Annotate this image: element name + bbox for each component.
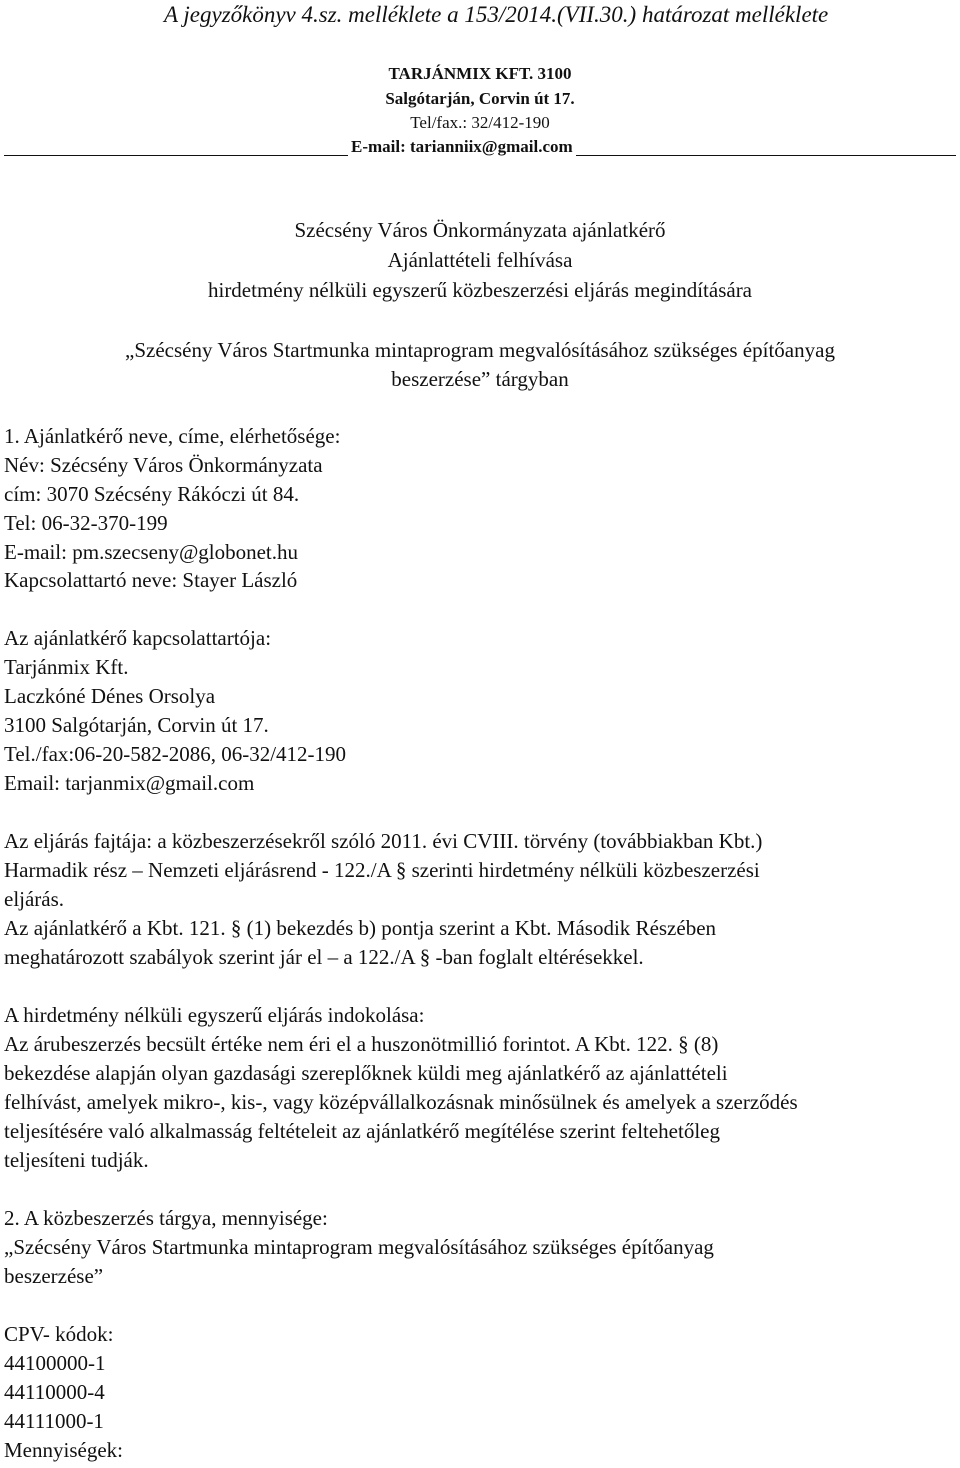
justification-line-1: Az árubeszerzés becsült értéke nem éri el a huszonötmillió forintot. A Kbt. 122. § (8): [4, 1032, 719, 1056]
requester-contact: Kapcsolattartó neve: Stayer László: [4, 568, 298, 592]
section-1-heading: 1. Ajánlatkérő neve, címe, elérhetősége:: [4, 424, 341, 448]
section-2-line-2: beszerzése”: [4, 1264, 104, 1288]
subject-line-2: beszerzése” tárgyban: [391, 367, 569, 391]
requester-tel: Tel: 06-32-370-199: [4, 511, 168, 535]
contact-company: Tarjánmix Kft.: [4, 655, 129, 679]
procedure-line-5: meghatározott szabályok szerint jár el – a 122./A § -ban foglalt eltérésekkel.: [4, 945, 644, 969]
justification-heading: A hirdetmény nélküli egyszerű eljárás indokolása:: [4, 1003, 425, 1027]
procedure-line-2: Harmadik rész – Nemzeti eljárásrend - 122./A § szerinti hirdetmény nélküli közbeszerzési: [4, 858, 760, 882]
contact-address: 3100 Salgótarján, Corvin út 17.: [4, 713, 269, 737]
section-2-heading: 2. A közbeszerzés tárgya, mennyisége:: [4, 1206, 328, 1230]
contact-telfax: Tel./fax:06-20-582-2086, 06-32/412-190: [4, 742, 347, 766]
letterhead-address: Salgótarján, Corvin út 17.: [385, 89, 575, 108]
letterhead-email: E-mail: tarianniix@gmail.com: [348, 137, 576, 157]
justification-line-4: teljesítésére való alkalmasság feltételeit az ajánlatkérő megítélése szerint feltehetőleg: [4, 1119, 720, 1143]
cpv-heading: CPV- kódok:: [4, 1322, 114, 1346]
contact-person: Laczkóné Dénes Orsolya: [4, 684, 216, 708]
subject-line-1: „Szécsény Város Startmunka mintaprogram megvalósításához szükséges építőanyag: [125, 338, 835, 362]
justification-line-3: felhívást, amelyek mikro-, kis-, vagy középvállalkozásnak minősülnek és amelyek a szerződés: [4, 1090, 798, 1114]
contact-heading: Az ajánlatkérő kapcsolattartója:: [4, 626, 272, 650]
justification-line-5: teljesíteni tudják.: [4, 1148, 149, 1172]
cpv-code: 44111000-1: [4, 1409, 104, 1433]
requester-address: cím: 3070 Szécsény Rákóczi út 84.: [4, 482, 300, 506]
title-line-2: Ajánlattételi felhívása: [387, 248, 573, 272]
requester-name: Név: Szécsény Város Önkormányzata: [4, 453, 323, 477]
contact-email: Email: tarjanmix@gmail.com: [4, 771, 255, 795]
quantities-heading: Mennyiségek:: [4, 1438, 123, 1462]
letterhead-company: TARJÁNMIX KFT. 3100: [388, 64, 572, 83]
requester-email: E-mail: pm.szecseny@globonet.hu: [4, 540, 299, 564]
section-2-line-1: „Szécsény Város Startmunka mintaprogram megvalósításához szükséges építőanyag: [4, 1235, 714, 1259]
procedure-line-3: eljárás.: [4, 887, 65, 911]
cpv-code: 44110000-4: [4, 1380, 105, 1404]
letterhead-telfax: Tel/fax.: 32/412-190: [410, 113, 550, 132]
procedure-line-1: Az eljárás fajtája: a közbeszerzésekről szóló 2011. évi CVIII. törvény (továbbiakban Kbt.): [4, 829, 763, 853]
procedure-line-4: Az ajánlatkérő a Kbt. 121. § (1) bekezdés b) pontja szerint a Kbt. Második Részében: [4, 916, 717, 940]
title-line-1: Szécsény Város Önkormányzata ajánlatkérő: [294, 218, 666, 242]
cpv-code: 44100000-1: [4, 1351, 106, 1375]
title-line-3: hirdetmény nélküli egyszerű közbeszerzési eljárás megindítására: [207, 278, 753, 302]
justification-line-2: bekezdése alapján olyan gazdasági szereplőknek küldi meg ajánlatkérő az ajánlattételi: [4, 1061, 728, 1085]
top-reference: A jegyzőkönyv 4.sz. melléklete a 153/2014.(VII.30.) határozat melléklete: [164, 2, 829, 27]
